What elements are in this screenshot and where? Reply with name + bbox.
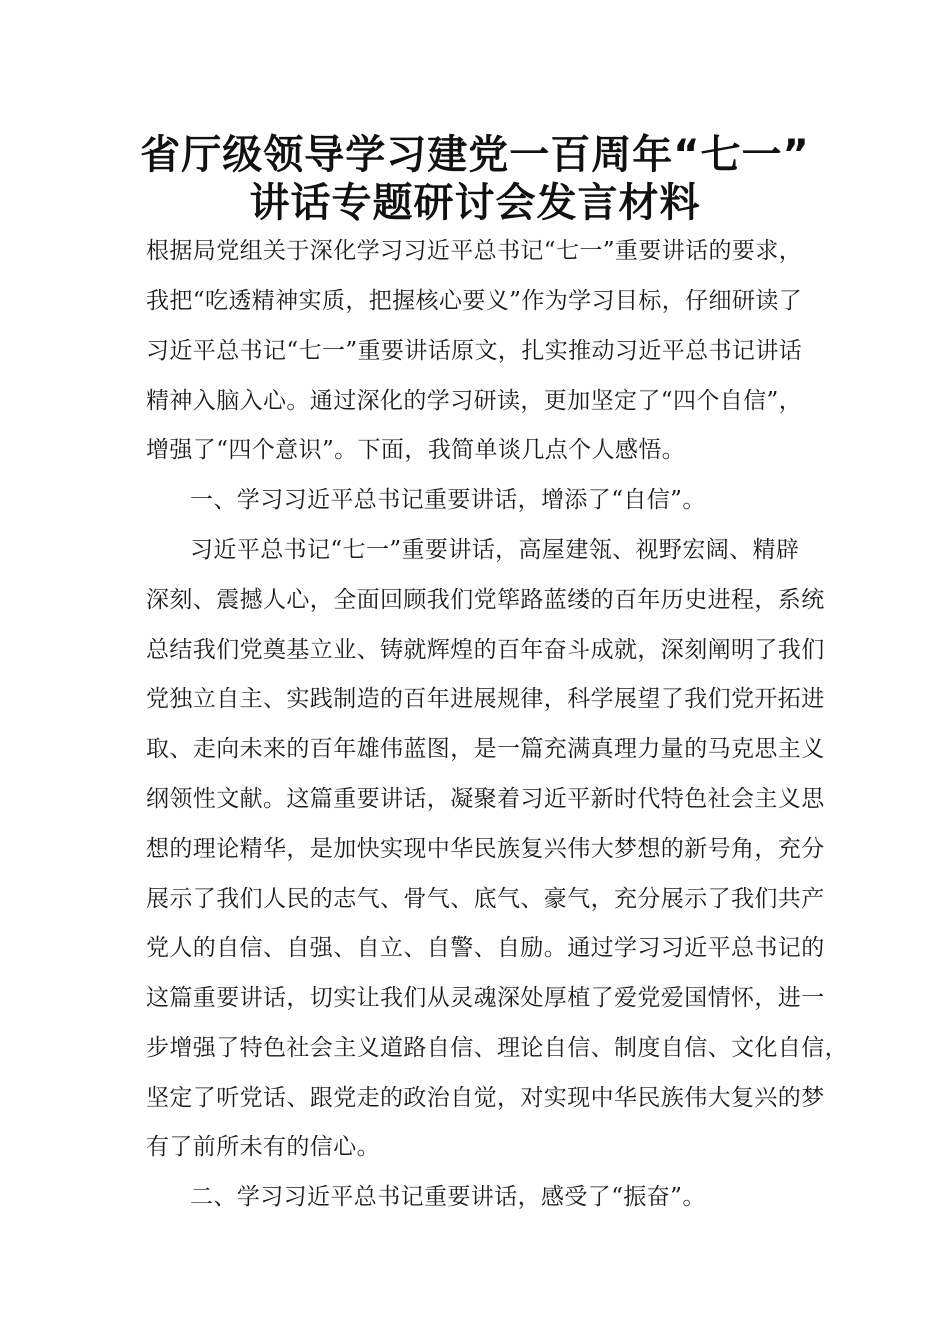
paragraph-3-line-11: 步增强了特色社会主义道路自信、理论自信、制度自信、文化自信， <box>146 1035 848 1061</box>
paragraph-3-line-8: 展示了我们人民的志气、骨气、底气、豪气，充分展示了我们共产 <box>146 886 825 912</box>
paragraph-3-line-3: 总结我们党奠基立业、铸就辉煌的百年奋斗成就，深刻阐明了我们 <box>146 637 825 663</box>
paragraph-3-line-4: 党独立自主、实践制造的百年进展规律，科学展望了我们党开拓进 <box>146 686 825 712</box>
paragraph-3-line-2: 深刻、震撼人心，全面回顾我们党筚路蓝缕的百年历史进程，系统 <box>146 587 825 613</box>
section-heading-1: 一、学习习近平总书记重要讲话，增添了“自信”。 <box>190 487 706 513</box>
paragraph-1-line-1: 根据局党组关于深化学习习近平总书记“七一”重要讲话的要求， <box>146 238 803 264</box>
paragraph-3-line-9: 党人的自信、自强、自立、自警、自励。通过学习习近平总书记的 <box>146 935 825 961</box>
paragraph-1-line-2: 我把“吃透精神实质，把握核心要义”作为学习目标，仔细研读了 <box>146 288 803 314</box>
paragraph-3-line-13: 有了前所未有的信心。 <box>146 1134 380 1160</box>
paragraph-1-line-4: 精神入脑入心。通过深化的学习研读，更加坚定了“四个自信”， <box>146 388 803 414</box>
document-title-line-1: 省厅级领导学习建党一百周年“七一” <box>140 132 810 178</box>
paragraph-3-line-7: 想的理论精华，是加快实现中华民族复兴伟大梦想的新号角，充分 <box>146 836 825 862</box>
section-heading-2: 二、学习习近平总书记重要讲话，感受了“振奋”。 <box>190 1184 706 1210</box>
paragraph-3-line-6: 纲领性文献。这篇重要讲话，凝聚着习近平新时代特色社会主义思 <box>146 786 825 812</box>
paragraph-3-line-10: 这篇重要讲话，切实让我们从灵魂深处厚植了爱党爱国情怀，进一 <box>146 985 825 1011</box>
paragraph-3-line-5: 取、走向未来的百年雄伟蓝图，是一篇充满真理力量的马克思主义 <box>146 736 825 762</box>
paragraph-1-line-5: 增强了“四个意识”。下面，我简单谈几点个人感悟。 <box>146 437 686 463</box>
document-title-line-2: 讲话专题研讨会发言材料 <box>249 180 701 226</box>
paragraph-1-line-3: 习近平总书记“七一”重要讲话原文，扎实推动习近平总书记讲话 <box>146 338 803 364</box>
paragraph-3-line-12: 坚定了听党话、跟党走的政治自觉，对实现中华民族伟大复兴的梦 <box>146 1085 825 1111</box>
paragraph-3-line-1: 习近平总书记“七一”重要讲话，高屋建瓴、视野宏阔、精辟 <box>190 537 800 563</box>
